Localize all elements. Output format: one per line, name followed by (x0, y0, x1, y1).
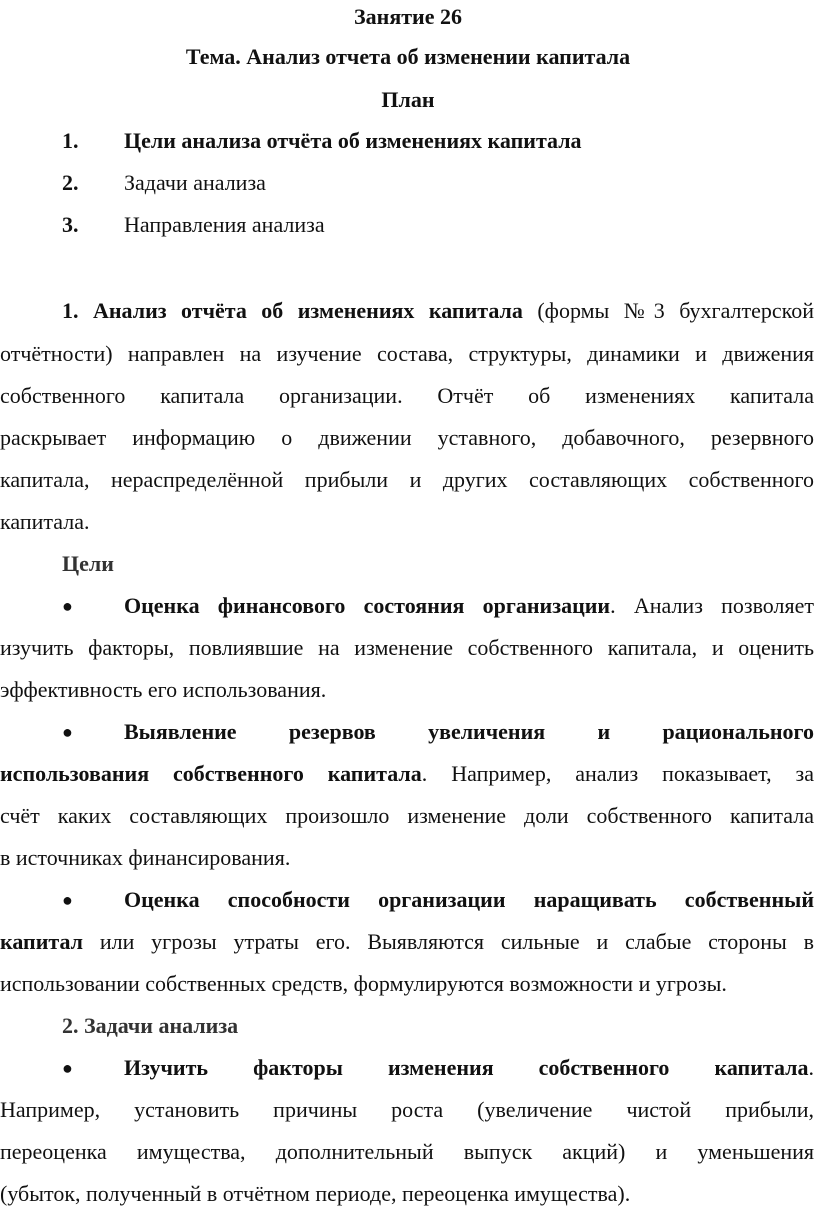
plan-heading: План (381, 87, 435, 112)
section1-line-3: собственного капитала организации. Отчёт об изменениях капитала (0, 383, 814, 408)
section1-line-1: 1. Анализ отчёта об изменениях капитала (формы №3 бухгалтерской (62, 298, 815, 323)
plan-item-1-number: 1. (62, 128, 79, 153)
goal-2-line-1: Выявление резервов увеличения и рационального (124, 719, 814, 744)
goal-1-line-1: Оценка финансового состояния организации. Анализ позволяет (124, 593, 814, 618)
task-1-line-1: Изучить факторы изменения собственного капитала. (124, 1055, 814, 1080)
section1-lead: 1. Анализ отчёта об изменениях капитала (62, 298, 523, 323)
goals-heading: Цели (62, 551, 114, 576)
task-1-line-3: переоценка имущества, дополнительный выпуск акций) и уменьшения (0, 1139, 814, 1164)
section1-line-2: отчётности) направлен на изучение состава, структуры, динамики и движения (0, 341, 814, 366)
plan-item-2-number: 2. (62, 170, 79, 195)
bullet-icon: ● (62, 722, 73, 742)
task-1-line-2: Например, установить причины роста (увеличение чистой прибыли, (0, 1097, 814, 1122)
topic-title: Тема. Анализ отчета об изменении капитала (185, 44, 631, 69)
tasks-heading: 2. Задачи анализа (62, 1013, 239, 1038)
task-1-line-4: (убыток, полученный в отчётном периоде, переоценка имущества). (0, 1181, 631, 1206)
goal-1-line-3: эффективность его использования. (0, 677, 327, 702)
section1-line-5: капитала, нераспределённой прибыли и других составляющих собственного (0, 467, 814, 492)
bullet-icon: ● (62, 1058, 73, 1078)
lesson-title: Занятие 26 (354, 4, 462, 29)
plan-item-3-text: Направления анализа (124, 212, 325, 237)
goal-2-line-3: счёт каких составляющих произошло изменение доли собственного капитала (0, 803, 814, 828)
goal-3-line-1: Оценка способности организации наращивать собственный (124, 887, 814, 912)
section1-line-4: раскрывает информацию о движении уставного, добавочного, резервного (0, 425, 814, 450)
section1-line-6: капитала. (0, 509, 90, 534)
goal-3-line-2: капитал или угрозы утраты его. Выявляются сильные и слабые стороны в (0, 929, 814, 954)
bullet-icon: ● (62, 596, 73, 616)
plan-item-1-text: Цели анализа отчёта об изменениях капитала (124, 128, 582, 153)
goal-2-line-4: в источниках финансирования. (0, 845, 291, 870)
plan-item-2-text: Задачи анализа (124, 170, 266, 195)
goal-2-line-2: использования собственного капитала. Например, анализ показывает, за (0, 761, 814, 786)
plan-item-3-number: 3. (62, 212, 79, 237)
goal-1-line-2: изучить факторы, повлиявшие на изменение собственного капитала, и оценить (0, 635, 814, 660)
bullet-icon: ● (62, 890, 73, 910)
goal-3-line-3: использовании собственных средств, формулируются возможности и угрозы. (0, 971, 727, 996)
